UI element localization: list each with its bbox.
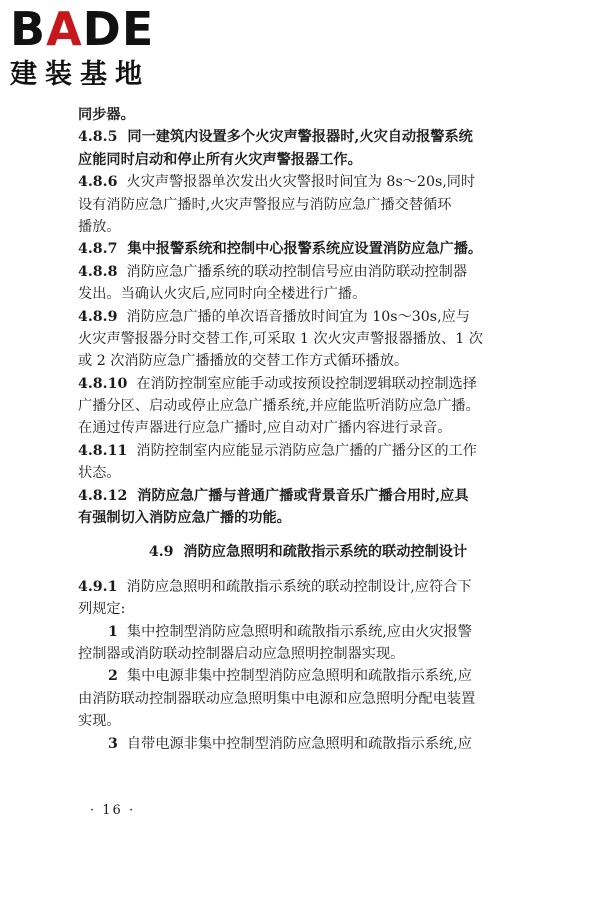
logo-letter-d: D xyxy=(82,2,122,56)
item-number: 1 xyxy=(108,623,118,640)
clause-4-8-8: 4.8.8 消防应急广播系统的联动控制信号应由消防联动控制器 xyxy=(78,263,468,280)
spacer xyxy=(78,564,518,576)
text-line: 或 2 次消防应急广播播放的交替工作方式循环播放。 xyxy=(78,353,409,370)
clause-4-8-12: 4.8.12 消防应急广播与普通广播或背景音乐广播合用时,应具 xyxy=(78,487,469,504)
clause-number: 4.8.10 xyxy=(78,375,128,392)
logo-letter-e: E xyxy=(121,2,155,56)
text-line: 状态。 xyxy=(78,465,121,482)
text-line: 火灾声警报器分时交替工作,可采取 1 次火灾声警报器播放、1 次 xyxy=(78,330,483,347)
list-item-3: 3 自带电源非集中控制型消防应急照明和疏散指示系统,应 xyxy=(108,735,472,752)
section-number: 4.9 xyxy=(148,544,174,561)
text-line: 发出。当确认火灾后,应同时向全楼进行广播。 xyxy=(78,286,367,303)
clause-number: 4.8.11 xyxy=(78,442,128,459)
section-heading-4-9 xyxy=(78,541,518,563)
clause-number: 4.8.7 xyxy=(78,241,118,258)
text-line: 广播分区、启动或停止应急广播系统,并应能监听消防应急广播。 xyxy=(78,398,480,415)
clause-number: 4.8.8 xyxy=(78,263,118,280)
text-line: 控制器或消防联动控制器启动应急照明控制器实现。 xyxy=(78,645,405,662)
list-item-2: 2 集中电源非集中控制型消防应急照明和疏散指示系统,应 xyxy=(108,668,472,685)
logo-letter-a: A xyxy=(46,2,83,56)
clause-number: 4.8.9 xyxy=(78,308,118,325)
clause-number: 4.8.5 xyxy=(78,129,118,146)
list-item-1: 1 集中控制型消防应急照明和疏散指示系统,应由火灾报警 xyxy=(108,623,472,640)
document-body xyxy=(78,104,518,755)
logo-subtitle: 建装基地 xyxy=(10,59,150,90)
clause-4-8-5: 4.8.5 同一建筑内设置多个火灾声警报器时,火灾自动报警系统 xyxy=(78,129,473,146)
clause-4-8-6: 4.8.6 火灾声警报器单次发出火灾警报时间宜为 8s～20s,同时 xyxy=(78,174,476,191)
spacer xyxy=(78,529,518,541)
text-line: 有强制切入消防应急广播的功能。 xyxy=(78,510,291,527)
item-number: 2 xyxy=(108,668,118,685)
clause-4-8-11: 4.8.11 消防控制室内应能显示消防应急广播的广播分区的工作 xyxy=(78,442,477,459)
clause-4-8-9: 4.8.9 消防应急广播的单次语音播放时间宜为 10s～30s,应与 xyxy=(78,308,470,325)
text-line: 列规定: xyxy=(78,601,126,618)
bade-logo xyxy=(10,4,180,96)
section-title: 消防应急照明和疏散指示系统的联动控制设计 xyxy=(183,544,468,561)
text-line: 实现。 xyxy=(78,713,121,730)
page-number: · 16 · xyxy=(90,803,136,818)
clause-4-8-10: 4.8.10 在消防控制室应能手动或按预设控制逻辑联动控制选择 xyxy=(78,375,477,392)
logo-wordmark xyxy=(10,4,180,54)
clause-number: 4.9.1 xyxy=(78,578,118,595)
clause-number: 4.8.6 xyxy=(78,174,118,191)
clause-4-9-1: 4.9.1 消防应急照明和疏散指示系统的联动控制设计,应符合下 xyxy=(78,578,472,595)
text-line: 由消防联动控制器联动应急照明集中电源和应急照明分配电装置 xyxy=(78,690,476,707)
clause-4-8-7: 4.8.7 集中报警系统和控制中心报警系统应设置消防应急广播。 xyxy=(78,241,483,258)
text-line: 在通过传声器进行应急广播时,应自动对广播内容进行录音。 xyxy=(78,420,452,437)
text-line: 同步器。 xyxy=(78,107,135,123)
text-line: 应能同时启动和停止所有火灾声警报器工作。 xyxy=(78,151,362,168)
text-line: 播放。 xyxy=(78,218,121,235)
clause-number: 4.8.12 xyxy=(78,487,128,504)
item-number: 3 xyxy=(108,735,118,752)
logo-letter-b: B xyxy=(10,2,47,56)
text-line: 设有消防应急广播时,火灾声警报应与消防应急广播交替循环 xyxy=(78,196,452,213)
